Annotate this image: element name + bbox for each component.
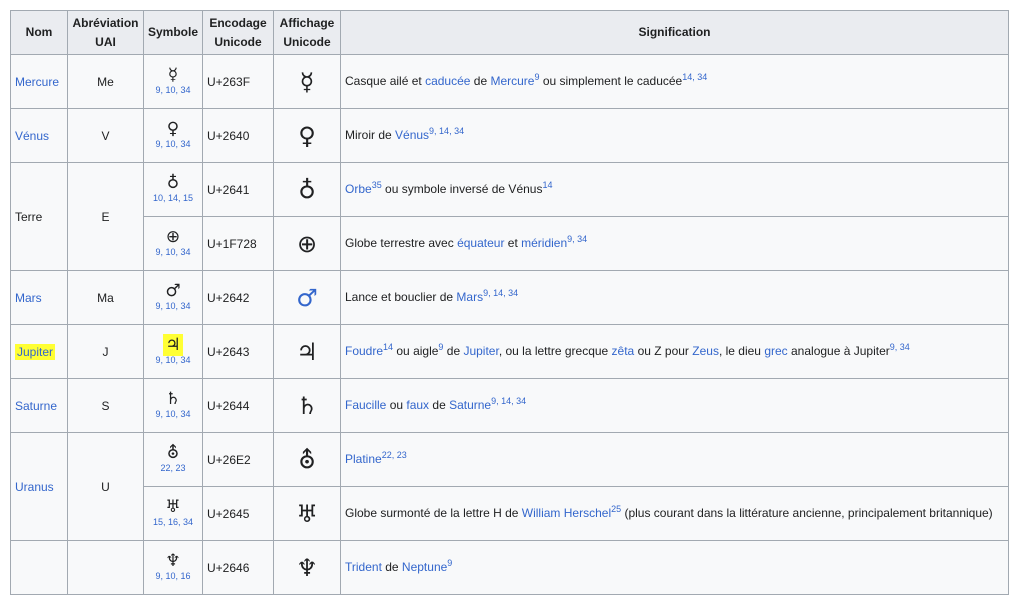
sig-text: ou aigle: [393, 344, 439, 358]
cell-code: U+2643: [203, 325, 274, 379]
ref-sup[interactable]: 9, 14, 34: [429, 126, 465, 136]
cell-signification: [341, 163, 1009, 217]
table-row: [11, 325, 1009, 379]
cell-code: U+1F728: [203, 217, 274, 271]
header-affichage[interactable]: [274, 11, 341, 55]
table-row: [11, 55, 1009, 109]
cell-name[interactable]: [11, 379, 68, 433]
earth-globe-icon: ⊕: [165, 227, 181, 247]
ref-sup[interactable]: 22, 23: [381, 450, 407, 460]
cell-symbol: [144, 163, 203, 217]
sig-link[interactable]: Mercure: [490, 74, 535, 88]
sig-text: de: [381, 560, 402, 574]
cell-signification: [341, 541, 1009, 595]
saturn-glyph-icon: ♄: [274, 379, 341, 433]
earth-orb-glyph-icon: ♁: [274, 163, 341, 217]
header-abbr-line1: Abréviation: [72, 15, 139, 30]
uranus-astronomical-icon: ⛢: [166, 443, 180, 463]
planet-link-mars[interactable]: Mars: [15, 290, 42, 305]
sig-link[interactable]: zêta: [611, 344, 635, 358]
cell-symbol: [144, 217, 203, 271]
sig-link[interactable]: Foudre: [345, 344, 384, 358]
planet-link-jupiter[interactable]: Jupiter: [17, 344, 54, 359]
header-nom[interactable]: [11, 11, 68, 55]
sig-text: , le dieu: [718, 344, 765, 358]
uranus-herschel-glyph-icon: ♅: [274, 487, 341, 541]
cell-name[interactable]: [11, 433, 68, 541]
sig-text: ou Z pour: [634, 344, 693, 358]
ref-sup[interactable]: 14: [542, 180, 553, 190]
cell-name[interactable]: [11, 55, 68, 109]
sig-text: Globe surmonté de la lettre H de: [345, 506, 522, 520]
cell-abbr: Ma: [68, 271, 144, 325]
uranus-herschel-icon: ♅: [165, 497, 181, 517]
table-row: [11, 487, 1009, 541]
sig-text: Lance et bouclier de: [345, 290, 457, 304]
header-aff-line1: Affichage: [279, 15, 335, 30]
earth-globe-glyph-icon: ⊕: [274, 217, 341, 271]
ref-sup[interactable]: 35: [371, 180, 382, 190]
sig-text: Globe terrestre avec: [345, 236, 458, 250]
symbol-refs[interactable]: 10, 14, 15: [152, 193, 194, 203]
sig-link[interactable]: Platine: [345, 452, 382, 466]
jupiter-icon: ♃: [165, 335, 181, 355]
cell-symbol: [144, 379, 203, 433]
cell-symbol: [144, 433, 203, 487]
ref-sup[interactable]: 9, 34: [889, 342, 910, 352]
symbol-refs[interactable]: 9, 10, 34: [155, 85, 191, 95]
earth-orb-icon: ♁: [166, 173, 180, 193]
ref-sup[interactable]: 9, 14, 34: [483, 288, 519, 298]
sig-text: ou symbole inversé de Vénus: [381, 182, 543, 196]
symbol-refs[interactable]: 9, 10, 34: [155, 247, 191, 257]
ref-sup[interactable]: 14: [383, 342, 394, 352]
header-encodage[interactable]: [203, 11, 274, 55]
cell-code: U+263F: [203, 55, 274, 109]
planet-link-saturne[interactable]: Saturne: [15, 398, 58, 413]
ref-sup[interactable]: 9: [534, 72, 540, 82]
cell-symbol: [144, 541, 203, 595]
saturn-icon: ♄: [165, 389, 181, 409]
cell-abbr: U: [68, 433, 144, 541]
sig-text: analogue à Jupiter: [787, 344, 890, 358]
symbol-refs[interactable]: 15, 16, 34: [152, 517, 194, 527]
cell-code: U+2640: [203, 109, 274, 163]
cell-code: U+2645: [203, 487, 274, 541]
mars-icon: ♂: [165, 281, 181, 301]
table-row: [11, 433, 1009, 487]
sig-text: (plus courant dans la littérature ancienne, principalement britannique): [621, 506, 993, 520]
cell-signification: [341, 217, 1009, 271]
sig-link[interactable]: grec: [764, 344, 788, 358]
header-nom-label: Nom: [25, 25, 53, 39]
ref-sup[interactable]: 9, 14, 34: [491, 396, 527, 406]
cell-symbol: [144, 109, 203, 163]
symbol-refs[interactable]: 9, 10, 34: [155, 409, 191, 419]
planet-link-mercure[interactable]: Mercure: [15, 74, 60, 89]
cell-abbr: V: [68, 109, 144, 163]
cell-abbr: [68, 541, 144, 595]
header-enc-line1: Encodage: [209, 15, 267, 30]
sig-link[interactable]: caducée: [425, 74, 471, 88]
cell-code: U+2641: [203, 163, 274, 217]
sig-text: de: [470, 74, 491, 88]
header-signification-label: Signification: [638, 25, 711, 39]
cell-name[interactable]: [11, 271, 68, 325]
sig-link[interactable]: Neptune: [401, 560, 448, 574]
ref-sup[interactable]: 9: [447, 558, 453, 568]
cell-signification: [341, 271, 1009, 325]
sig-link[interactable]: Jupiter: [463, 344, 499, 358]
sig-text: Casque ailé et: [345, 74, 426, 88]
sig-link[interactable]: Orbe: [345, 182, 372, 196]
venus-glyph-icon: ♀: [274, 109, 341, 163]
header-abbr-line2: UAI: [95, 34, 116, 49]
cell-signification: [341, 379, 1009, 433]
cell-abbr: J: [68, 325, 144, 379]
planet-symbols-table: [10, 10, 1009, 595]
symbol-refs[interactable]: 9, 10, 34: [155, 301, 191, 311]
symbol-refs[interactable]: 9, 10, 16: [155, 571, 191, 581]
symbol-refs[interactable]: 22, 23: [160, 463, 186, 473]
cell-symbol: [144, 325, 203, 379]
mars-glyph-icon: ♂: [274, 271, 341, 325]
ref-sup[interactable]: 9, 34: [567, 234, 588, 244]
sig-link[interactable]: faux: [406, 398, 430, 412]
table-row: [11, 109, 1009, 163]
cell-name: Terre: [11, 163, 68, 271]
sig-text: ou simplement le caducée: [539, 74, 683, 88]
sig-link[interactable]: Mars: [456, 290, 484, 304]
header-aff-line2: Unicode: [283, 34, 331, 49]
cell-name[interactable]: [11, 109, 68, 163]
cell-code: U+26E2: [203, 433, 274, 487]
table-row: [11, 541, 1009, 595]
planet-link-venus[interactable]: Vénus: [15, 128, 50, 143]
sig-link[interactable]: Trident: [345, 560, 382, 574]
sig-link[interactable]: William Herschel: [521, 506, 612, 520]
cell-signification: [341, 55, 1009, 109]
ref-sup[interactable]: 9: [438, 342, 444, 352]
cell-abbr: E: [68, 163, 144, 271]
table-header-row: [11, 11, 1009, 55]
planet-link-uranus[interactable]: Uranus: [15, 479, 54, 494]
sig-text: et: [504, 236, 522, 250]
ref-sup[interactable]: 14, 34: [682, 72, 708, 82]
sig-text: Miroir de: [345, 128, 396, 142]
sig-link[interactable]: Faucille: [345, 398, 387, 412]
sig-text: de: [429, 398, 450, 412]
header-enc-line2: Unicode: [214, 34, 262, 49]
table-row: [11, 271, 1009, 325]
jupiter-glyph-icon: ♃: [274, 325, 341, 379]
cell-abbr: Me: [68, 55, 144, 109]
header-symbole[interactable]: [144, 11, 203, 55]
header-symbole-label: Symbole: [148, 25, 199, 39]
table-row: [11, 163, 1009, 217]
symbol-refs[interactable]: 9, 10, 34: [155, 139, 191, 149]
cell-symbol: [144, 271, 203, 325]
cell-code: U+2644: [203, 379, 274, 433]
mercury-icon: ☿: [167, 65, 179, 85]
neptune-glyph-icon: ♆: [274, 541, 341, 595]
cell-signification: [341, 109, 1009, 163]
cell-signification: [341, 487, 1009, 541]
mercury-glyph-icon: ☿: [274, 55, 341, 109]
cell-abbr: S: [68, 379, 144, 433]
cell-code: U+2646: [203, 541, 274, 595]
sig-link[interactable]: Zeus: [692, 344, 719, 358]
cell-code: U+2642: [203, 271, 274, 325]
sig-link[interactable]: équateur: [457, 236, 505, 250]
header-abreviation[interactable]: [68, 11, 144, 55]
table-row: [11, 379, 1009, 433]
ref-sup[interactable]: 25: [611, 504, 622, 514]
sig-text: de: [443, 344, 464, 358]
header-signification[interactable]: [341, 11, 1009, 55]
cell-name[interactable]: [11, 325, 68, 379]
uranus-astronomical-glyph-icon: ⛢: [274, 433, 341, 487]
cell-name: [11, 541, 68, 595]
sig-link[interactable]: Saturne: [449, 398, 492, 412]
cell-symbol: [144, 55, 203, 109]
symbol-refs[interactable]: 9, 10, 34: [155, 355, 191, 365]
sig-link[interactable]: méridien: [521, 236, 568, 250]
table-row: [11, 217, 1009, 271]
sig-text: ou: [386, 398, 407, 412]
cell-signification: [341, 325, 1009, 379]
cell-signification: [341, 433, 1009, 487]
venus-icon: ♀: [166, 119, 180, 139]
sig-text: , ou la lettre grecque: [498, 344, 612, 358]
neptune-icon: ♆: [165, 551, 181, 571]
sig-link[interactable]: Vénus: [395, 128, 430, 142]
cell-symbol: [144, 487, 203, 541]
